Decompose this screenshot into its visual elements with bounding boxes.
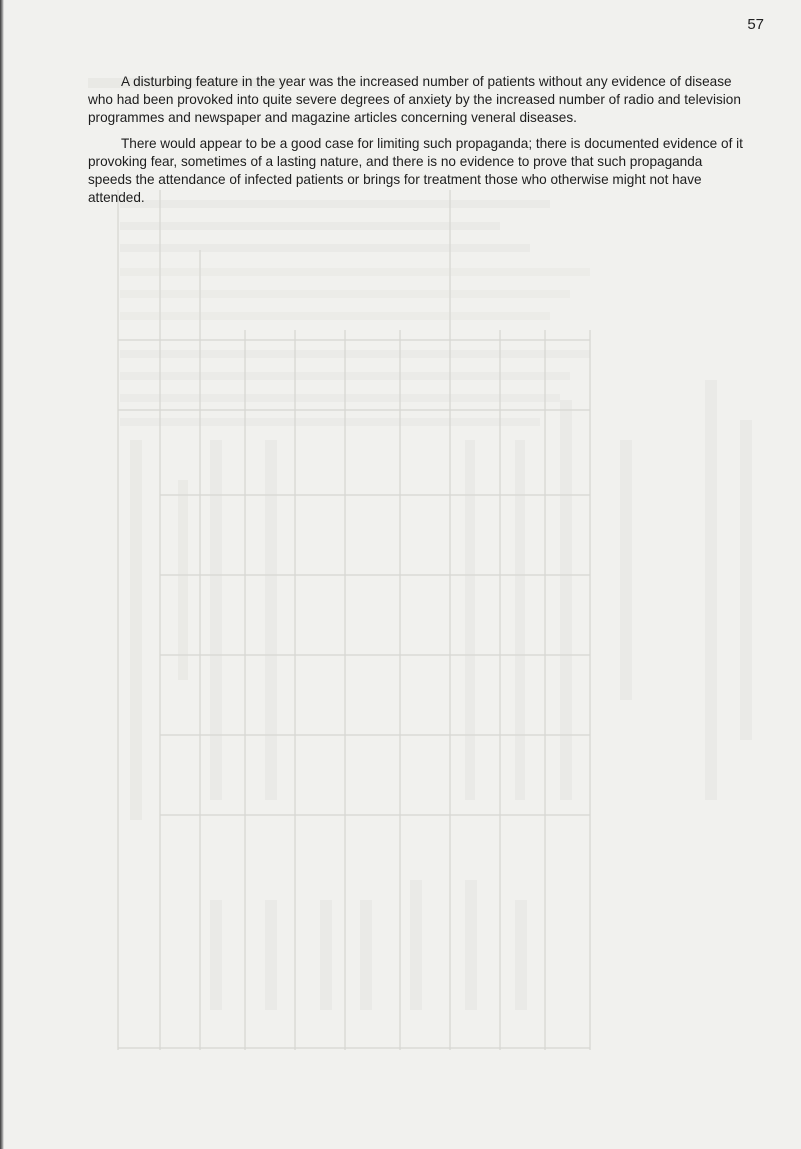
- body-text: [88, 73, 748, 215]
- page-number: 57: [747, 16, 764, 33]
- paragraph-limiting-propaganda: There would appear to be a good case for limiting such propaganda; there is documented evidence of it provoking fear, sometimes of a lasting nature, and there is no evidence to prove that such propaganda speeds the attendance of infected patients or brings for treatment those who otherwise might not have attended.: [88, 136, 743, 205]
- scanned-page-edge: [0, 0, 4, 1149]
- paragraph-anxiety-feature: A disturbing feature in the year was the increased number of patients without any evidence of disease who had been provoked into quite severe degrees of anxiety by the increased number of radio and television programmes and newspaper and magazine articles concerning veneral diseases.: [88, 74, 741, 125]
